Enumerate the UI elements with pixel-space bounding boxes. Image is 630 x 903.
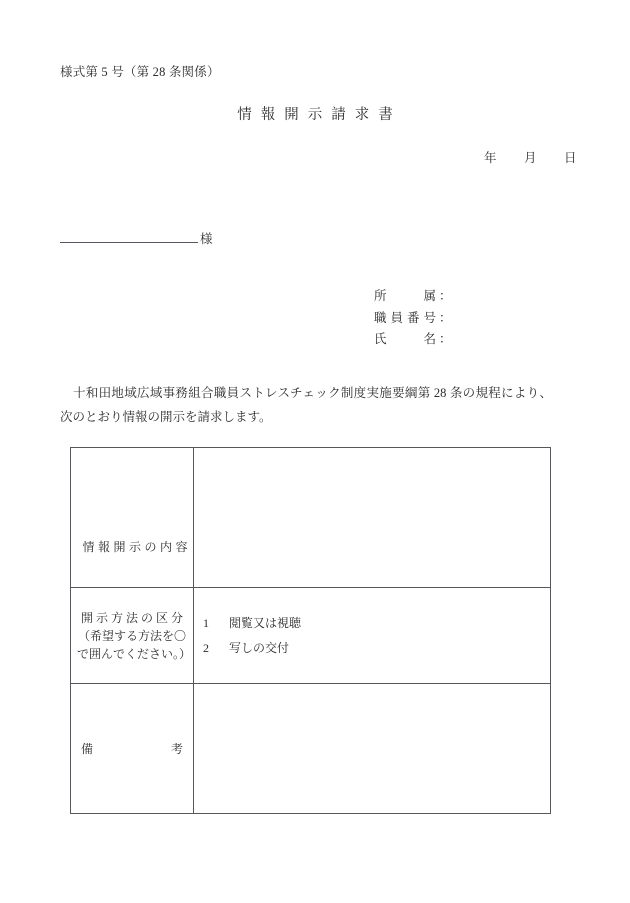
addressee-blank-field[interactable] [60, 227, 198, 243]
applicant-field-affiliation-label: 所属 [374, 289, 436, 303]
disclosure-method-option-1[interactable] [203, 611, 550, 636]
disclosure-method-label-line1: 開示方法の区分 [80, 610, 186, 625]
disclosure-content-label: 情報開示の内容 [82, 540, 192, 554]
applicant-field-affiliation [374, 286, 452, 308]
date-line [0, 148, 578, 166]
request-table [70, 447, 551, 814]
date-year-label: 年 [484, 151, 497, 165]
applicant-info-block [374, 286, 452, 351]
form-number: 様式第 5 号（第 28 条関係） [60, 65, 220, 79]
applicant-field-employee-number [374, 308, 452, 330]
disclosure-method-option-1-number: 1 [203, 615, 209, 630]
applicant-field-employee-number-colon: ： [439, 310, 452, 325]
disclosure-method-option-2[interactable] [203, 636, 550, 661]
disclosure-method-label-line2: （希望する方法を〇 [77, 628, 186, 643]
table-row-disclosure-content [71, 448, 551, 588]
disclosure-method-label [71, 609, 193, 663]
addressee-suffix: 様 [200, 232, 213, 246]
table-cell-remarks-value[interactable] [194, 684, 551, 814]
applicant-field-employee-number-label: 職員番号 [374, 310, 436, 325]
disclosure-method-option-2-number: 2 [203, 640, 209, 655]
table-cell-disclosure-method-options [194, 588, 551, 684]
applicant-field-name-colon: ： [439, 332, 452, 346]
date-day-label: 日 [564, 151, 577, 165]
date-month-label: 月 [524, 151, 537, 165]
addressee-line [60, 227, 213, 247]
body-paragraph: 十和田地域広域事務組合職員ストレスチェック制度実施要綱第 28 条の規程により、次のとおり情報の開示を請求します。 [60, 386, 552, 424]
table-cell-remarks-label [71, 684, 194, 814]
table-cell-disclosure-method-label [71, 588, 194, 684]
disclosure-method-options [194, 611, 550, 661]
applicant-field-affiliation-colon: ： [439, 289, 452, 303]
table-row-disclosure-method [71, 588, 551, 684]
table-row-remarks [71, 684, 551, 814]
table-cell-disclosure-content-value[interactable] [194, 448, 551, 588]
applicant-field-name [374, 329, 452, 351]
disclosure-method-label-line3: で囲んでください。） [77, 646, 192, 661]
page-title: 情報開示請求書 [237, 107, 402, 123]
disclosure-method-option-1-text: 閲覧又は視聴 [229, 615, 302, 630]
applicant-field-name-label: 氏名 [374, 332, 436, 346]
disclosure-method-option-2-text: 写しの交付 [229, 640, 290, 655]
remarks-label: 備考 [81, 742, 183, 756]
table-cell-disclosure-content-label [71, 448, 194, 588]
